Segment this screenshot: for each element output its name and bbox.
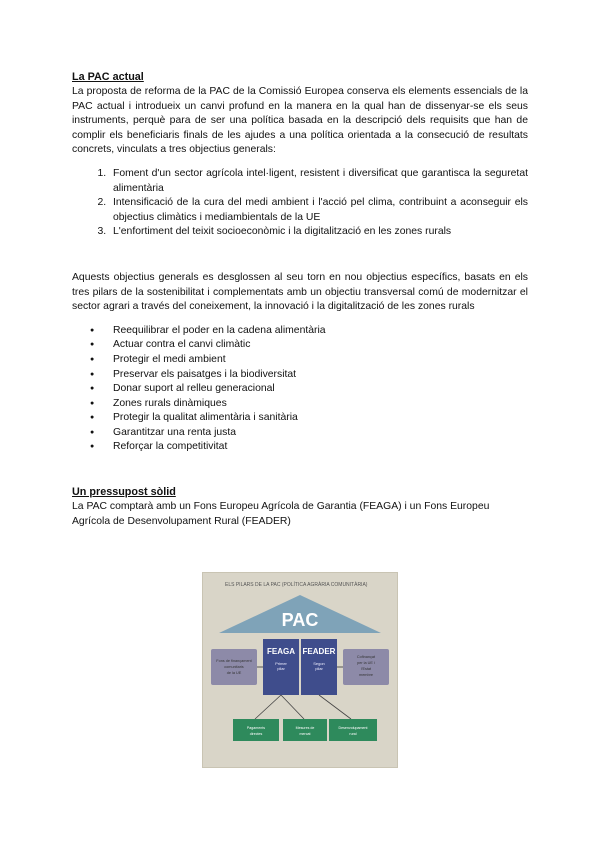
connector-line: [255, 695, 281, 719]
green-box-line: directes: [249, 732, 263, 736]
list-item: 1. Foment d'un sector agrícola intel·ligent, resistent i diversificat que garantisca la seguretat alimentària: [109, 167, 528, 196]
left-box-line: Fons de finançament: [216, 659, 252, 663]
green-box-line: Desenvolupament: [338, 726, 368, 730]
list-item: ● Protegir el medi ambient: [109, 353, 528, 368]
green-box-line: rural: [349, 732, 357, 736]
general-objectives-list: [72, 167, 528, 240]
feader-sub: Segon: [313, 661, 325, 666]
connector-line: [319, 695, 351, 719]
right-box-line: Cofinançat: [356, 655, 376, 659]
right-box-line: per la UE i: [357, 661, 375, 665]
green-box-rural-development: [329, 719, 377, 741]
list-item: 2. Intensificació de la cura del medi ambient i l'acció pel clima, contribuint a aconseguir els objectius climàtics i mediambientals de la UE: [109, 196, 528, 225]
green-box-line: Pagaments: [246, 726, 266, 730]
feaga-sub: Primer: [275, 661, 287, 666]
section-title-pac-actual: La PAC actual: [72, 71, 144, 83]
document-body: [72, 70, 528, 529]
list-item: 3. L'enfortiment del teixit socioeconòmic i la digitalització en les zones rurals: [109, 225, 528, 240]
feader-label: FEADER: [302, 647, 336, 656]
diagram-svg: [203, 573, 397, 767]
list-item: ● Reequilibrar el poder en la cadena alimentària: [109, 324, 528, 339]
pac-pillars-diagram: [202, 572, 398, 768]
feader-sub: pilar: [315, 666, 323, 671]
list-item: ● Preservar els paisatges i la biodiversitat: [109, 368, 528, 383]
list-item: ● Reforçar la competitivitat: [109, 440, 528, 455]
list-item: ● Donar suport al relleu generacional: [109, 382, 528, 397]
left-box-line: de la UE: [226, 671, 242, 675]
feaga-sub: pilar: [277, 666, 285, 671]
section-title-pressupost: Un pressupost sòlid: [72, 486, 176, 499]
green-box-market-measures: [283, 719, 327, 741]
intro-paragraph: La proposta de reforma de la PAC de la Comissió Europea conserva els elements essencials de la PAC actual i introdueix un canvi profund en la manera en la qual han de dissenyar-se els seus instruments, perquè para de ser una política basada en la descripció dels requisits que han de complir els beneficiaris finals de les ajudes a una política orientada a la consecució de resultats concrets, vinculats a tres objectius generals:: [72, 86, 528, 156]
green-box-direct-payments: [233, 719, 279, 741]
budget-paragraph: La PAC comptarà amb un Fons Europeu Agrícola de Garantia (FEAGA) i un Fons Europeu Agrícola de Desenvolupament Rural (FEADER): [72, 501, 490, 527]
diagram-title: ELS PILARS DE LA PAC (POLÍTICA AGRÀRIA COMUNITÀRIA): [225, 582, 368, 588]
list-item: ● Protegir la qualitat alimentària i sanitària: [109, 411, 528, 426]
roof-label: PAC: [281, 610, 319, 630]
green-box-line: mercat: [299, 732, 311, 736]
list-item: ● Zones rurals dinàmiques: [109, 397, 528, 412]
specific-objectives-paragraph: Aquests objectius generals es desglossen al seu torn en nou objectius específics, basats en els tres pilars de la sostenibilitat i complementats amb un objectiu transversal comú de modernitzar el sector agrari a través del coneixement, la innovació i la digitalització de les zones rurals: [72, 271, 528, 313]
list-item: ● Garantitzar una renta justa: [109, 426, 528, 441]
specific-objectives-list: [72, 324, 528, 455]
left-box-line: comunitaris: [224, 665, 244, 669]
right-box-line: membre: [359, 673, 373, 677]
feaga-label: FEAGA: [267, 647, 295, 656]
right-box-line: l'Estat: [360, 667, 372, 671]
green-box-line: Mesures de: [295, 726, 315, 730]
list-item: ● Actuar contra el canvi climàtic: [109, 338, 528, 353]
connector-line: [281, 695, 304, 719]
